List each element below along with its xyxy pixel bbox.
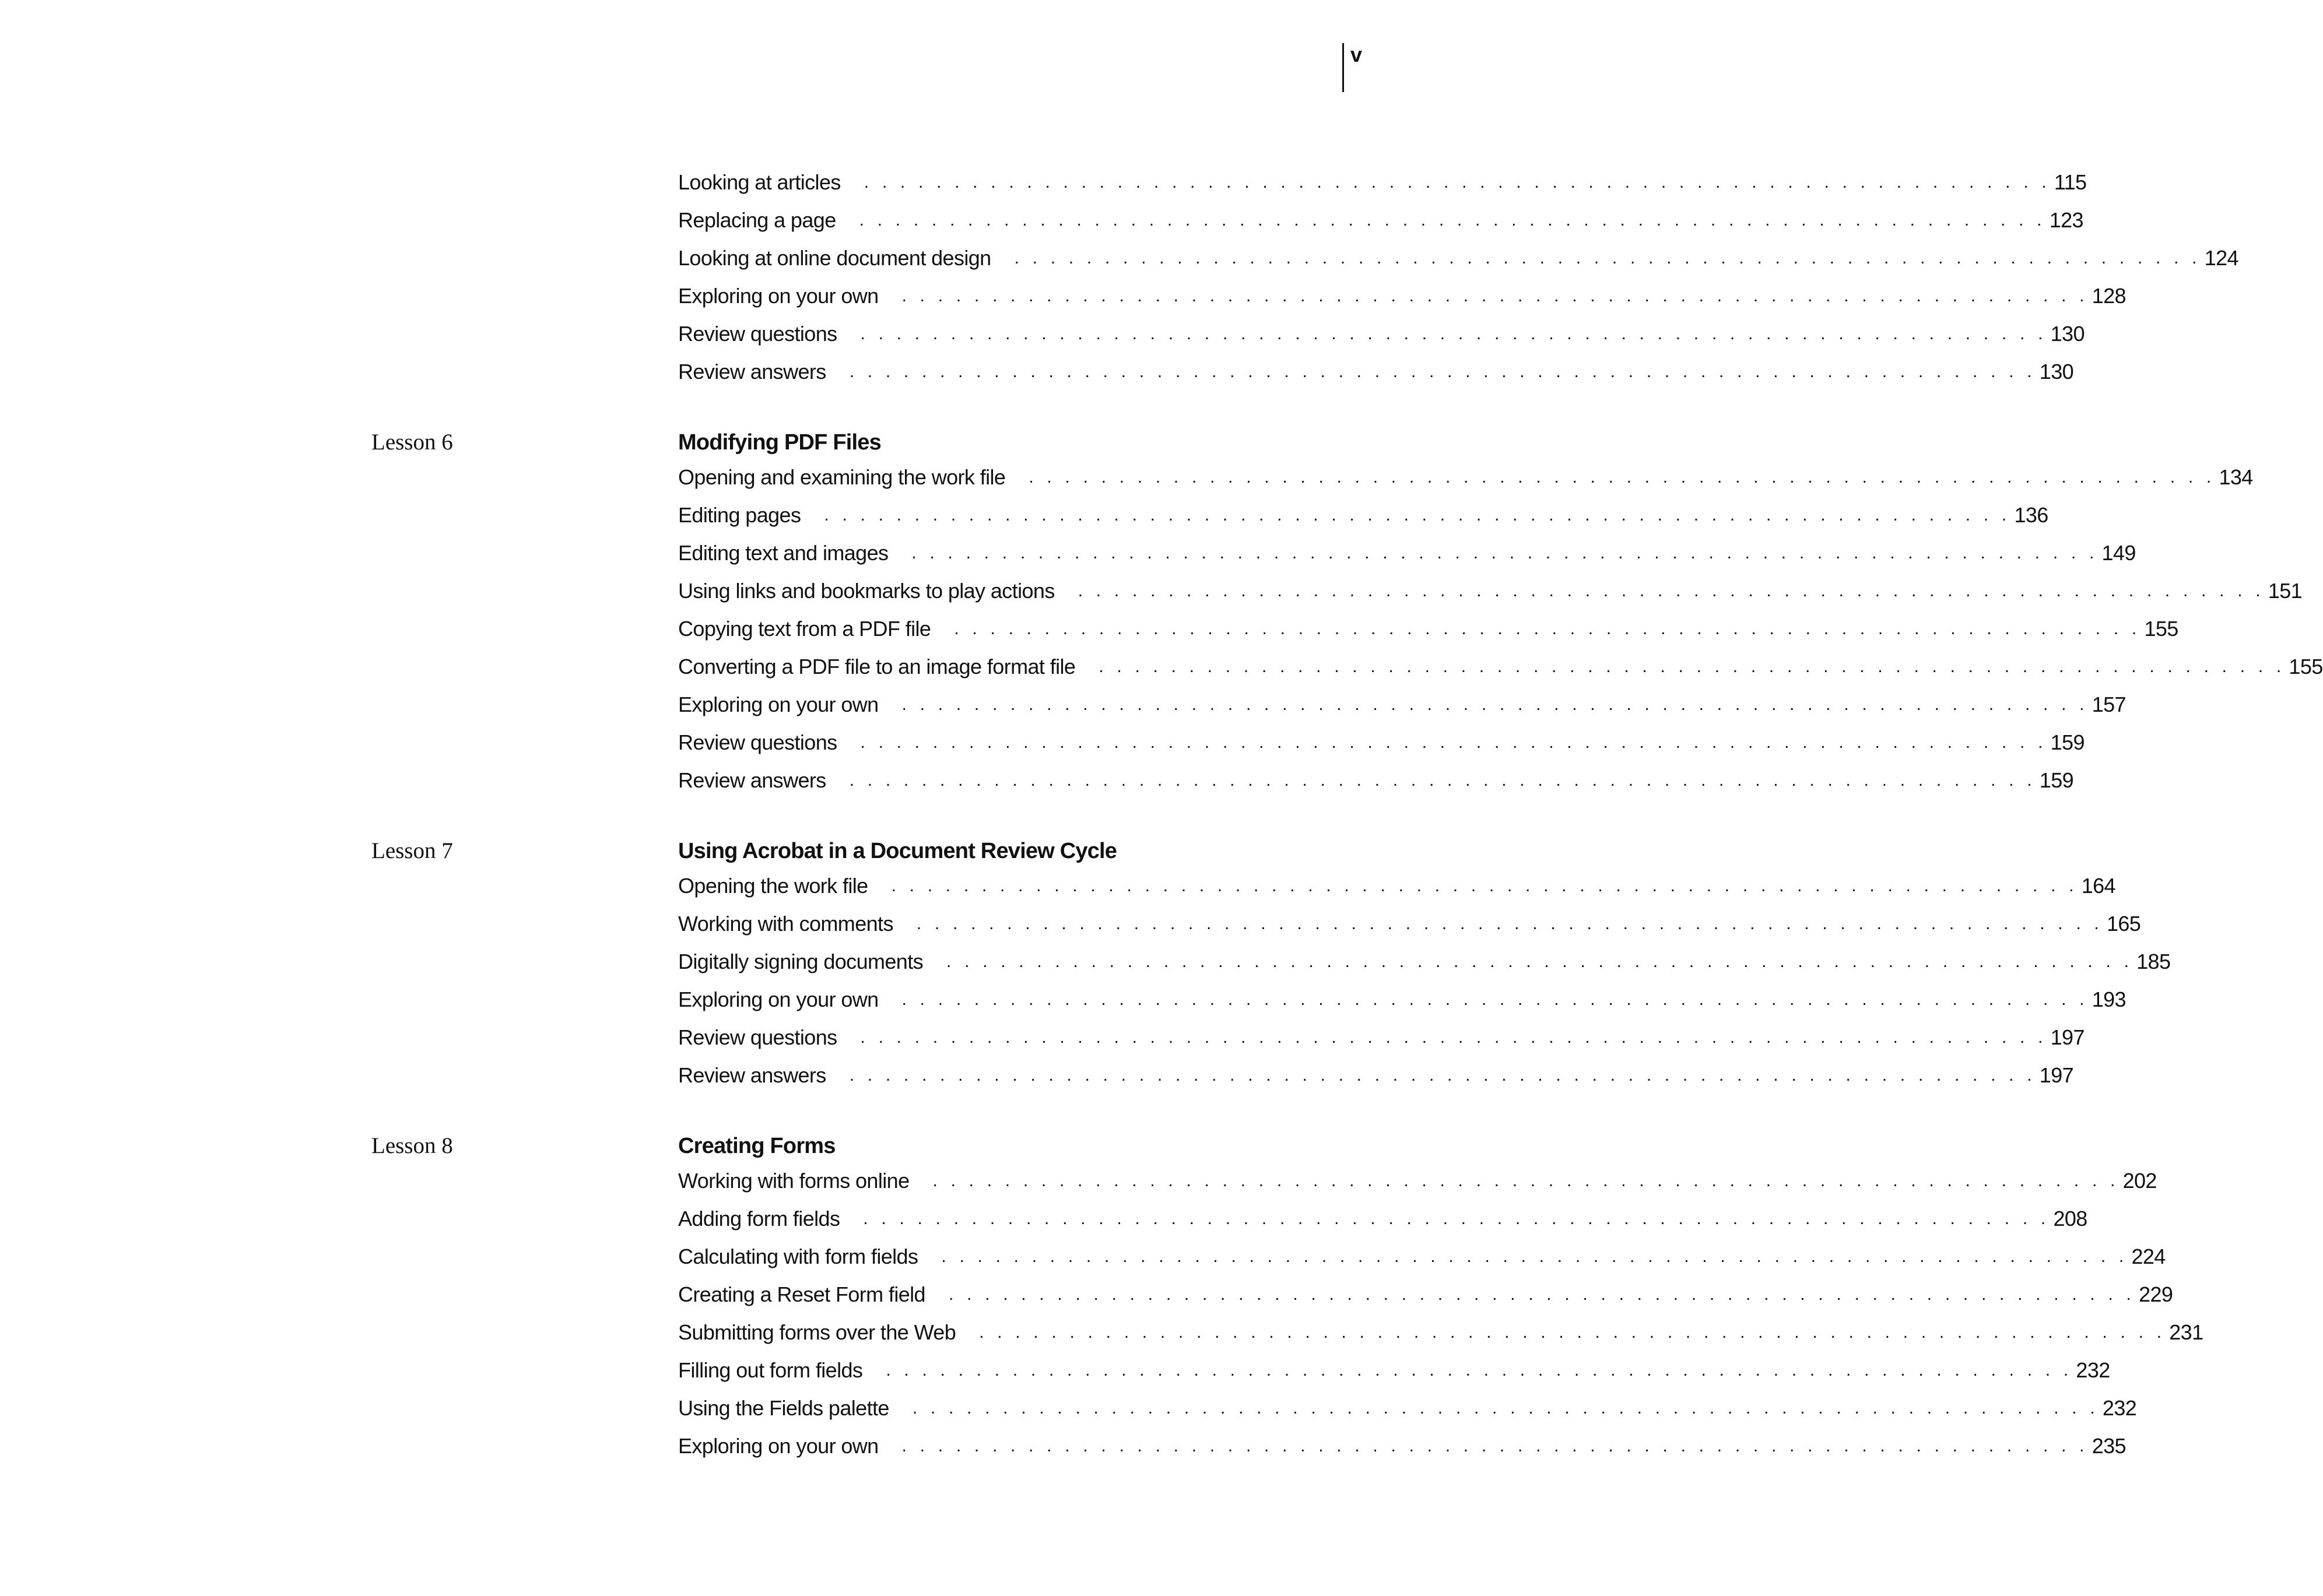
toc-entry-title: Review questions [678,322,837,346]
toc-entry-page-number: 155 [2289,655,2323,679]
toc-entry[interactable] [678,1394,2137,1423]
toc-entry-page-number: 229 [2139,1282,2173,1306]
toc-entry-page-number: 159 [2050,730,2085,754]
toc-entry[interactable] [678,206,2083,235]
toc-entry-title: Editing text and images [678,541,889,565]
toc-leader-dots: . . . . . . . . . . . . . . . . . . . . . . . . . . . . . . . . . . . . . . . . . . . . . . . . . . . . . . . . . . . . . . . . . . [979,1323,2166,1342]
page-number: v [1350,43,1363,66]
toc-leader-dots: . . . . . . . . . . . . . . . . . . . . . . . . . . . . . . . . . . . . . . . . . . . . . . . . . . . . . . . . . . . . . . . . . . [901,990,2089,1009]
toc-entry-title: Using links and bookmarks to play actions [678,579,1055,603]
toc-entry[interactable] [678,463,2253,492]
lesson-title[interactable]: Modifying PDF Files [678,430,881,455]
lesson-label: Lesson 7 [371,838,453,863]
toc-entry-page-number: 155 [2144,617,2178,641]
toc-entry[interactable] [678,652,2323,681]
toc-leader-dots: . . . . . . . . . . . . . . . . . . . . . . . . . . . . . . . . . . . . . . . . . . . . . . . . . . . . . . . . . . . . . . . . . . [824,505,2011,525]
toc-entry-page-number: 208 [2053,1207,2087,1231]
toc-entry-page-number: 232 [2076,1358,2110,1382]
toc-entry-title: Exploring on your own [678,1434,879,1458]
toc-entry[interactable] [678,728,2085,757]
toc-entry[interactable] [678,319,2085,349]
toc-entry-title: Review answers [678,768,826,792]
toc-entry[interactable] [678,909,2141,938]
toc-leader-dots: . . . . . . . . . . . . . . . . . . . . . . . . . . . . . . . . . . . . . . . . . . . . . . . . . . . . . . . . . . . . . . . . . . [860,1028,2047,1047]
toc-entry-page-number: 202 [2122,1169,2157,1193]
toc-leader-dots: . . . . . . . . . . . . . . . . . . . . . . . . . . . . . . . . . . . . . . . . . . . . . . . . . . . . . . . . . . . . . . . . . . [932,1171,2120,1190]
toc-entry[interactable] [678,1318,2203,1347]
toc-entry[interactable] [678,282,2126,311]
toc-leader-dots: . . . . . . . . . . . . . . . . . . . . . . . . . . . . . . . . . . . . . . . . . . . . . . . . . . . . . . . . . . . . . . . . . . [864,173,2051,192]
toc-leader-dots: . . . . . . . . . . . . . . . . . . . . . . . . . . . . . . . . . . . . . . . . . . . . . . . . . . . . . . . . . . . . . . . . . . [901,1436,2089,1456]
toc-entry[interactable] [678,614,2178,644]
toc-entry-title: Submitting forms over the Web [678,1320,956,1344]
toc-leader-dots: . . . . . . . . . . . . . . . . . . . . . . . . . . . . . . . . . . . . . . . . . . . . . . . . . . . . . . . . . . . . . . . . . . [941,1247,2128,1266]
toc-entry[interactable] [678,1356,2110,1385]
toc-entry-page-number: 231 [2169,1320,2203,1344]
toc-leader-dots: . . . . . . . . . . . . . . . . . . . . . . . . . . . . . . . . . . . . . . . . . . . . . . . . . . . . . . . . . . . . . . . . . . [1099,657,2286,676]
toc-leader-dots: . . . . . . . . . . . . . . . . . . . . . . . . . . . . . . . . . . . . . . . . . . . . . . . . . . . . . . . . . . . . . . . . . . [849,1066,2036,1085]
toc-entry-page-number: 136 [2014,503,2048,527]
toc-entry-title: Adding form fields [678,1207,840,1231]
toc-entry-title: Working with forms online [678,1169,910,1193]
toc-entry-page-number: 157 [2092,692,2126,716]
toc-leader-dots: . . . . . . . . . . . . . . . . . . . . . . . . . . . . . . . . . . . . . . . . . . . . . . . . . . . . . . . . . . . . . . . . . . [859,210,2046,230]
toc-entry-page-number: 224 [2131,1245,2166,1268]
lesson-label: Lesson 6 [371,430,453,455]
toc-leader-dots: . . . . . . . . . . . . . . . . . . . . . . . . . . . . . . . . . . . . . . . . . . . . . . . . . . . . . . . . . . . . . . . . . . [849,362,2036,381]
toc-entry-page-number: 134 [2219,465,2253,489]
toc-leader-dots: . . . . . . . . . . . . . . . . . . . . . . . . . . . . . . . . . . . . . . . . . . . . . . . . . . . . . . . . . . . . . . . . . . [948,1285,2136,1304]
toc-leader-dots: . . . . . . . . . . . . . . . . . . . . . . . . . . . . . . . . . . . . . . . . . . . . . . . . . . . . . . . . . . . . . . . . . . [901,286,2089,305]
toc-entry-page-number: 165 [2106,912,2141,936]
toc-entry[interactable] [678,168,2087,197]
toc-entry-page-number: 115 [2054,170,2087,194]
lesson-title[interactable]: Creating Forms [678,1134,836,1158]
toc-entry-page-number: 159 [2039,768,2074,792]
toc-leader-dots: . . . . . . . . . . . . . . . . . . . . . . . . . . . . . . . . . . . . . . . . . . . . . . . . . . . . . . . . . . . . . . . . . . [912,1398,2099,1418]
toc-entry[interactable] [678,1061,2074,1090]
toc-leader-dots: . . . . . . . . . . . . . . . . . . . . . . . . . . . . . . . . . . . . . . . . . . . . . . . . . . . . . . . . . . . . . . . . . . [886,1361,2073,1380]
toc-entry[interactable] [678,985,2126,1014]
toc-leader-dots: . . . . . . . . . . . . . . . . . . . . . . . . . . . . . . . . . . . . . . . . . . . . . . . . . . . . . . . . . . . . . . . . . . [946,952,2133,971]
toc-leader-dots: . . . . . . . . . . . . . . . . . . . . . . . . . . . . . . . . . . . . . . . . . . . . . . . . . . . . . . . . . . . . . . . . . . [911,543,2099,563]
toc-entry-title: Converting a PDF file to an image format file [678,655,1076,679]
toc-entry-title: Calculating with form fields [678,1245,918,1268]
toc-entry-page-number: 130 [2050,322,2085,346]
toc-entry-page-number: 149 [2101,541,2136,565]
toc-entry-page-number: 197 [2039,1063,2074,1087]
toc-entry-page-number: 128 [2092,284,2126,308]
toc-leader-dots: . . . . . . . . . . . . . . . . . . . . . . . . . . . . . . . . . . . . . . . . . . . . . . . . . . . . . . . . . . . . . . . . . . [863,1209,2050,1228]
toc-entry-page-number: 185 [2136,950,2171,973]
toc-entry[interactable] [678,947,2171,976]
toc-entry[interactable] [678,1166,2157,1196]
toc-entry-page-number: 235 [2092,1434,2126,1458]
toc-leader-dots: . . . . . . . . . . . . . . . . . . . . . . . . . . . . . . . . . . . . . . . . . . . . . . . . . . . . . . . . . . . . . . . . . . [860,733,2047,752]
toc-entry-title: Looking at articles [678,170,841,194]
toc-entry-title: Digitally signing documents [678,950,924,973]
toc-entry-title: Working with comments [678,912,893,936]
toc-leader-dots: . . . . . . . . . . . . . . . . . . . . . . . . . . . . . . . . . . . . . . . . . . . . . . . . . . . . . . . . . . . . . . . . . . [1014,248,2201,268]
toc-entry-page-number: 151 [2268,579,2303,603]
toc-leader-dots: . . . . . . . . . . . . . . . . . . . . . . . . . . . . . . . . . . . . . . . . . . . . . . . . . . . . . . . . . . . . . . . . . . [849,771,2036,790]
toc-entry[interactable] [678,539,2136,568]
toc-entry-title: Using the Fields palette [678,1396,889,1420]
toc-entry-title: Filling out form fields [678,1358,863,1382]
toc-entry-title: Looking at online document design [678,246,991,270]
toc-entry-page-number: 123 [2049,208,2083,232]
toc-leader-dots: . . . . . . . . . . . . . . . . . . . . . . . . . . . . . . . . . . . . . . . . . . . . . . . . . . . . . . . . . . . . . . . . . . [860,324,2047,343]
toc-entry-page-number: 130 [2039,360,2074,384]
toc-entry-page-number: 124 [2204,246,2238,270]
toc-entry-title: Review questions [678,1025,837,1049]
toc-leader-dots: . . . . . . . . . . . . . . . . . . . . . . . . . . . . . . . . . . . . . . . . . . . . . . . . . . . . . . . . . . . . . . . . . . [954,619,2141,638]
toc-entry-title: Opening and examining the work file [678,465,1006,489]
toc-entry-page-number: 197 [2050,1025,2085,1049]
toc-entry-title: Exploring on your own [678,692,879,716]
lesson-title[interactable]: Using Acrobat in a Document Review Cycle [678,839,1117,863]
toc-leader-dots: . . . . . . . . . . . . . . . . . . . . . . . . . . . . . . . . . . . . . . . . . . . . . . . . . . . . . . . . . . . . . . . . . . [901,695,2089,714]
toc-entry[interactable] [678,871,2115,901]
toc-leader-dots: . . . . . . . . . . . . . . . . . . . . . . . . . . . . . . . . . . . . . . . . . . . . . . . . . . . . . . . . . . . . . . . . . . [916,914,2103,933]
toc-entry-title: Review answers [678,1063,826,1087]
toc-entry-title: Creating a Reset Form field [678,1282,925,1306]
toc-entry-page-number: 164 [2081,874,2115,898]
toc-entry[interactable] [678,501,2048,530]
toc-entry[interactable] [678,1242,2166,1271]
page-number-rule [1342,43,1344,92]
toc-entry[interactable] [678,1023,2085,1052]
toc-entry-title: Exploring on your own [678,987,879,1011]
toc-entry-title: Review questions [678,730,837,754]
toc-leader-dots: . . . . . . . . . . . . . . . . . . . . . . . . . . . . . . . . . . . . . . . . . . . . . . . . . . . . . . . . . . . . . . . . . . [1078,581,2265,600]
toc-entry-title: Editing pages [678,503,801,527]
toc-entry[interactable] [678,244,2238,273]
toc-entry[interactable] [678,766,2074,795]
toc-entry[interactable] [678,576,2303,606]
toc-entry[interactable] [678,1432,2126,1461]
toc-entry-title: Exploring on your own [678,284,879,308]
toc-entry[interactable] [678,1204,2087,1233]
toc-entry[interactable] [678,690,2126,719]
lesson-label: Lesson 8 [371,1133,453,1158]
toc-entry-page-number: 232 [2102,1396,2137,1420]
toc-leader-dots: . . . . . . . . . . . . . . . . . . . . . . . . . . . . . . . . . . . . . . . . . . . . . . . . . . . . . . . . . . . . . . . . . . [1029,467,2216,487]
toc-entry-title: Replacing a page [678,208,836,232]
toc-entry-page-number: 193 [2092,987,2126,1011]
toc-entry-title: Copying text from a PDF file [678,617,931,641]
toc-entry-title: Opening the work file [678,874,868,898]
toc-entry-title: Review answers [678,360,826,384]
toc-leader-dots: . . . . . . . . . . . . . . . . . . . . . . . . . . . . . . . . . . . . . . . . . . . . . . . . . . . . . . . . . . . . . . . . . . [891,876,2078,895]
toc-entry[interactable] [678,357,2074,386]
toc-entry[interactable] [678,1280,2173,1309]
